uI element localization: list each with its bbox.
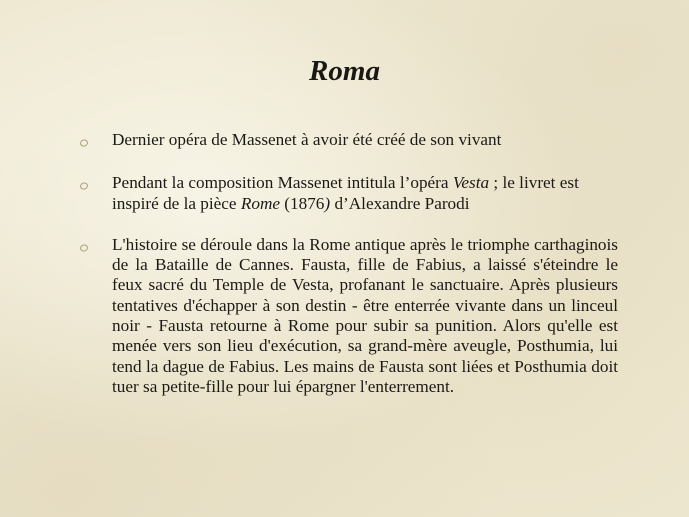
slide-title: Roma [309, 55, 380, 87]
bullet-item [78, 130, 618, 150]
bullet-list [78, 130, 618, 397]
bullet-circle-icon [79, 243, 89, 252]
bullet-text-part: ) [324, 193, 331, 213]
bullet-text: L'histoire se déroule dans la Rome antique après le triomphe carthaginois de la Bataille de Cannes. Fausta, fille de Fabius, a laissé s'éteindre le feux sacré du Temple de Vesta, profanant le sanctuaire. Après plusieurs tentatives d'échapper à son destin - être enterrée vivante dans un linceul noir - Fausta retourne à Rome pour subir sa punition. Alors qu'elle est menée vers son lieu d'exécution, sa grand-mère aveugle, Posthumia, lui tend la dague de Fabius. Les mains de Fausta sont liées et Posthumia doit tuer sa petite-fille pour lui épargner l'enterrement. [112, 234, 618, 396]
opera-title-vesta: Vesta [452, 173, 490, 193]
bullet-item [78, 235, 618, 397]
bullet-circle-icon [79, 138, 89, 147]
play-title-rome: Rome [240, 193, 280, 213]
bullet-circle-icon [79, 182, 89, 191]
bullet-text-part: ; le livret est inspiré de la pièce [112, 173, 579, 213]
bullet-text-part: (1876 [280, 193, 325, 213]
bullet-item [78, 173, 618, 214]
bullet-text: Dernier opéra de Massenet à avoir été créé de son vivant [112, 130, 502, 149]
bullet-text-part: d’Alexandre Parodi [330, 193, 470, 213]
bullet-text-part: Pendant la composition Massenet intitula l’opéra [112, 173, 453, 193]
